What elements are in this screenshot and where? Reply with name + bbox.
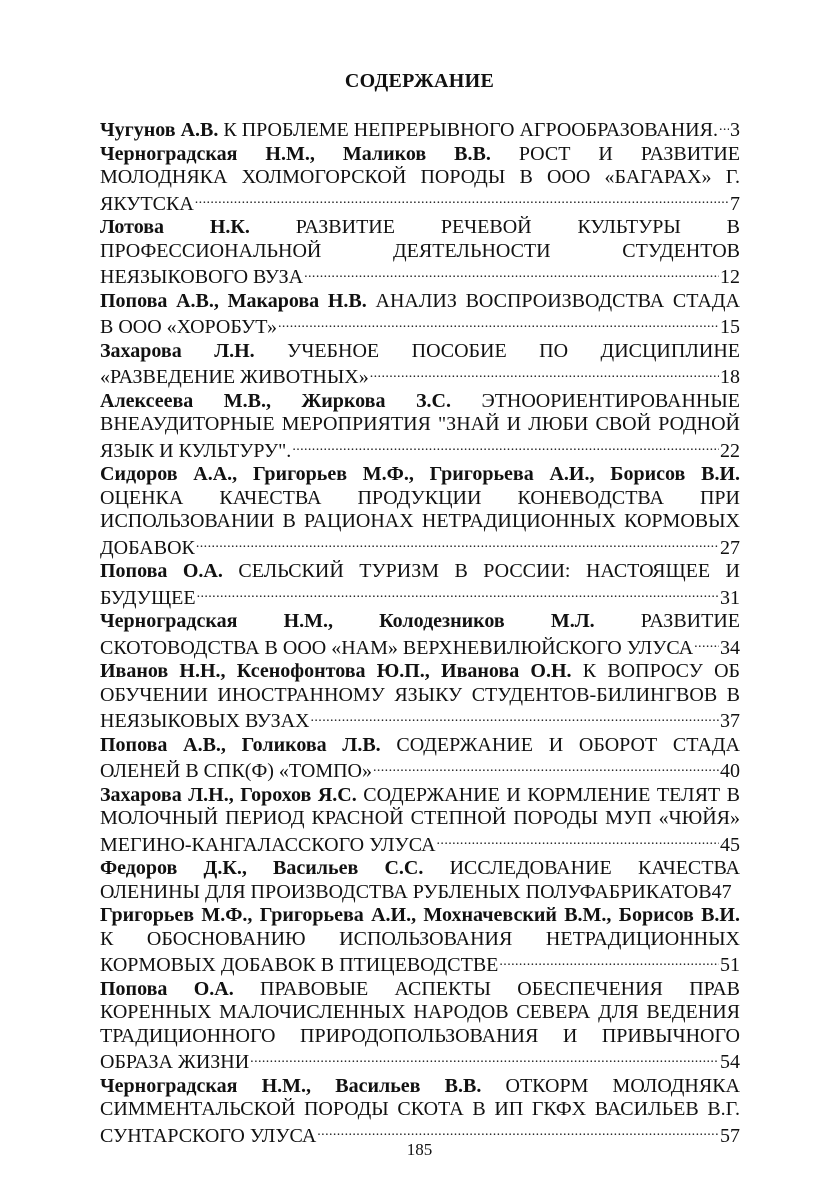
entry-title-line: ВНЕАУДИТОРНЫЕ МЕРОПРИЯТИЯ "ЗНАЙ И ЛЮБИ СВОЙ РОДНОЙ [100,413,740,435]
entry-authors: Лотова Н.К. [100,216,250,238]
toc-entry [100,143,740,217]
toc-entry [100,978,740,1075]
dot-leader [719,116,729,136]
entry-title-line: ДОБАВОК [100,536,195,559]
entry-title-line: СИММЕНТАЛЬСКОЙ ПОРОДЫ СКОТА В ИП ГКФХ ВАСИЛЬЕВ В.Г. [100,1098,740,1120]
dot-leader [373,757,719,777]
entry-page-number: 18 [720,366,740,388]
entry-page-number: 57 [720,1124,740,1147]
entry-page-number: 15 [720,316,740,338]
entry-title-line: МОЛОЧНЫЙ ПЕРИОД КРАСНОЙ СТЕПНОЙ ПОРОДЫ МУП «ЧЮЙЯ» [100,807,740,829]
dot-leader [304,263,719,283]
entry-page-number: 47 [711,880,732,903]
toc-entry [100,1075,740,1149]
entry-page-number: 34 [720,636,740,659]
entry-page-number: 27 [720,536,740,559]
entry-title-line: ОЦЕНКА КАЧЕСТВА ПРОДУКЦИИ КОНЕВОДСТВА ПРИ [100,486,740,509]
entry-authors: Сидоров А.А., Григорьев М.Ф., Григорьева А.И., Борисов В.И. [100,463,740,485]
entry-title-line: ЭТНООРИЕНТИРОВАННЫЕ [481,389,740,412]
entry-page-number: 40 [720,760,740,782]
dot-leader [437,831,719,851]
entry-title-line: МЕГИНО-КАНГАЛАССКОГО УЛУСА [100,833,436,856]
entry-authors: Черноградская Н.М., Маликов В.В. [100,142,491,165]
entry-title-line: ОБРАЗА ЖИЗНИ [100,1051,250,1073]
toc-entry [100,116,740,143]
entry-title-line: К ВОПРОСУ ОБ [582,660,741,682]
entry-title-line: ПРОФЕССИОНАЛЬНОЙ ДЕЯТЕЛЬНОСТИ СТУДЕНТОВ [100,239,740,262]
toc-entry [100,290,740,340]
entry-authors: Попова А.В., Голикова Л.В. [100,733,381,756]
entry-title-line: ИСПОЛЬЗОВАНИИ В РАЦИОНАХ НЕТРАДИЦИОННЫХ КОРМОВЫХ [100,510,740,532]
dot-leader [317,1122,719,1142]
entry-title-line: УЧЕБНОЕ ПОСОБИЕ ПО ДИСЦИПЛИНЕ [287,339,740,362]
page-title: СОДЕРЖАНИЕ [344,70,495,92]
dot-leader [499,951,719,971]
entry-page-number: 54 [720,1051,740,1073]
toc-entry [100,463,740,560]
entry-page-number: 37 [720,710,740,732]
toc-entry [100,784,740,858]
entry-title-line: БУДУЩЕЕ [100,586,196,609]
entry-title-line: СЕЛЬСКИЙ ТУРИЗМ В РОССИИ: НАСТОЯЩЕЕ И [238,560,741,582]
toc-entry [100,560,740,610]
entry-authors: Григорьев М.Ф., Григорьева А.И., Мохначевский В.М., Борисов В.И. [100,904,740,926]
dot-leader [292,437,719,457]
entry-title-line: РАЗВИТИЕ РЕЧЕВОЙ КУЛЬТУРЫ В [295,216,740,238]
entry-page-number: 22 [720,439,740,462]
entry-title-line: В ООО «ХОРОБУТ» [100,316,277,338]
entry-title-line: СОДЕРЖАНИЕ И ОБОРОТ СТАДА [396,733,740,756]
entry-title-line: К ОБОСНОВАНИЮ ИСПОЛЬЗОВАНИЯ НЕТРАДИЦИОННЫХ [100,927,740,950]
dot-leader [694,634,719,654]
entry-title-line: ПРАВОВЫЕ АСПЕКТЫ ОБЕСПЕЧЕНИЯ ПРАВ [260,977,740,1000]
entry-authors: Черноградская Н.М., Колодезников М.Л. [100,610,595,632]
entry-title-line: СУНТАРСКОГО УЛУСА [100,1124,317,1147]
entry-title: К ПРОБЛЕМЕ НЕПРЕРЫВНОГО АГРООБРАЗОВАНИЯ. [223,119,718,141]
dot-leader [278,313,719,333]
entry-authors: Черноградская Н.М., Васильев В.В. [100,1074,482,1097]
table-of-contents [100,116,740,1148]
entry-authors: Попова О.А. [100,977,234,1000]
entry-title: РОСТ И РАЗВИТИЕ [518,142,741,165]
entry-title-line: ТРАДИЦИОННОГО ПРИРОДОПОЛЬЗОВАНИЯ И ПРИВЫЧНОГО [100,1024,740,1047]
entry-title-line: ЯКУТСКА [100,192,194,215]
entry-authors: Захарова Л.Н., Горохов Я.С. [100,783,357,806]
dot-leader [311,707,720,727]
entry-page-number: 31 [720,586,740,609]
toc-entry [100,390,740,464]
dot-leader [370,363,719,383]
dot-leader [196,534,719,554]
page-number: 185 [406,1140,433,1159]
entry-page-number: 12 [720,266,740,288]
entry-authors: Попова О.А. [100,560,223,582]
entry-authors: Чугунов А.В. [100,119,219,141]
entry-authors: Алексеева М.В., Жиркова З.С. [100,389,451,412]
toc-entry [100,216,740,290]
entry-title-line: НЕЯЗЫКОВЫХ ВУЗАХ [100,710,310,732]
entry-title-line: ОЛЕНИНЫ ДЛЯ ПРОИЗВОДСТВА РУБЛЕНЫХ ПОЛУФАБРИКАТОВ [100,880,712,903]
entry-title-line: МОЛОДНЯКА ХОЛМОГОРСКОЙ ПОРОДЫ В ООО «БАГАРАХ» Г. [100,166,740,188]
entry-page-number: 3 [730,119,740,141]
entry-title-line: АНАЛИЗ ВОСПРОИЗВОДСТВА СТАДА [375,289,740,312]
dot-leader [197,584,719,604]
entry-title-line: КОРЕННЫХ МАЛОЧИСЛЕННЫХ НАРОДОВ СЕВЕРА ДЛЯ ВЕДЕНИЯ [100,1001,740,1023]
entry-title-line: СКОТОВОДСТВА В ООО «НАМ» ВЕРХНЕВИЛЮЙСКОГО УЛУСА [100,636,694,659]
entry-authors: Захарова Л.Н. [100,339,255,362]
entry-title-line: КОРМОВЫХ ДОБАВОК В ПТИЦЕВОДСТВЕ [100,954,499,976]
entry-authors: Федоров Д.К., Васильев С.С. [100,857,424,879]
entry-title-line: НЕЯЗЫКОВОГО ВУЗА [100,266,304,288]
toc-entry [100,610,740,660]
entry-title-line: ЯЗЫК И КУЛЬТУРУ". [100,439,292,462]
toc-entry [100,734,740,784]
toc-entry [100,857,740,904]
toc-entry [100,660,740,734]
entry-title-line: ОТКОРМ МОЛОДНЯКА [505,1074,740,1097]
toc-entry [100,340,740,390]
entry-title-line: ОБУЧЕНИИ ИНОСТРАННОМУ ЯЗЫКУ СТУДЕНТОВ-БИЛИНГВОВ В [100,683,740,706]
entry-title-line: ОЛЕНЕЙ В СПК(Ф) «ТОМПО» [100,760,372,782]
entry-title-line: СОДЕРЖАНИЕ И КОРМЛЕНИЕ ТЕЛЯТ В [363,783,741,806]
dot-leader [250,1048,719,1068]
entry-title-line: ИССЛЕДОВАНИЕ КАЧЕСТВА [449,857,740,879]
entry-page-number: 51 [720,954,740,976]
entry-authors: Попова А.В., Макарова Н.В. [100,289,367,312]
entry-page-number: 45 [720,833,740,856]
entry-title-line: РАЗВИТИЕ [640,610,740,632]
entry-authors: Иванов Н.Н., Ксенофонтова Ю.П., Иванова О.Н. [100,660,572,682]
entry-page-number: 7 [730,192,740,215]
dot-leader [195,190,729,210]
entry-title-line: «РАЗВЕДЕНИЕ ЖИВОТНЫХ» [100,366,369,388]
toc-entry [100,904,740,978]
